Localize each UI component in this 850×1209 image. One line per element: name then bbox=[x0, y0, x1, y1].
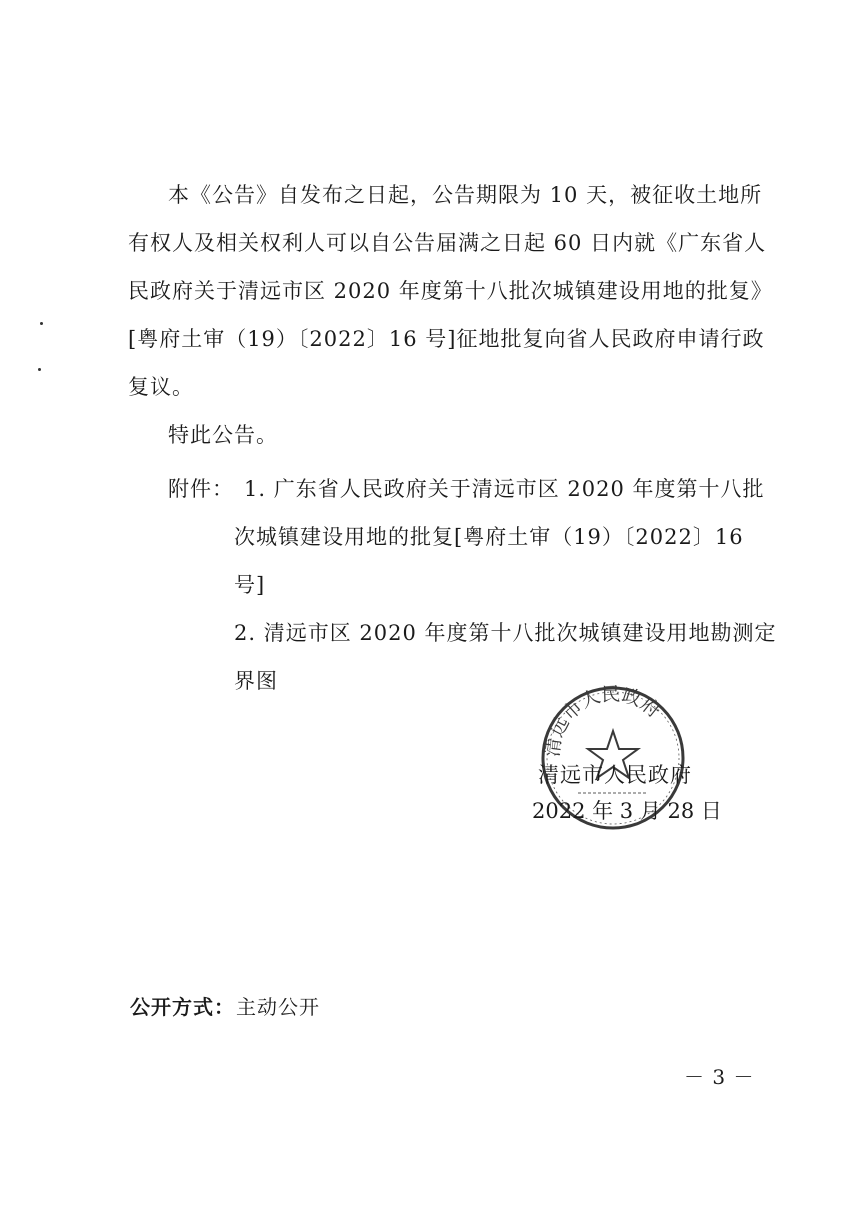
attachment-line-2: 次城镇建设用地的批复[粤府土审（19）〔2022〕16 bbox=[234, 525, 744, 549]
body-line-3: 民政府关于清远市区 2020 年度第十八批次城镇建设用地的批复》 bbox=[128, 279, 773, 303]
signature-date: 2022 年 3 月 28 日 bbox=[532, 799, 722, 823]
attachment-line-3: 号] bbox=[234, 573, 266, 597]
attachment-label: 附件： bbox=[168, 477, 234, 501]
disclosure-label: 公开方式： bbox=[130, 995, 235, 1019]
disclosure-value: 主动公开 bbox=[236, 995, 320, 1019]
body-line-4: [粤府土审（19）〔2022〕16 号]征地批复向省人民政府申请行政 bbox=[128, 327, 765, 351]
closing-text: 特此公告。 bbox=[168, 423, 278, 447]
body-line-1: 本《公告》自发布之日起，公告期限为 10 天，被征收土地所 bbox=[168, 183, 763, 207]
body-line-2: 有权人及相关权利人可以自公告届满之日起 60 日内就《广东省人 bbox=[128, 231, 767, 255]
scan-mark bbox=[40, 322, 43, 325]
attachment-line-4: 2. 清远市区 2020 年度第十八批次城镇建设用地勘测定 bbox=[234, 621, 777, 645]
page-number: － 3 － bbox=[684, 1065, 755, 1089]
attachment-line-5: 界图 bbox=[234, 669, 278, 693]
attachment-line-1: 1. 广东省人民政府关于清远市区 2020 年度第十八批 bbox=[244, 477, 765, 501]
body-line-5: 复议。 bbox=[128, 375, 194, 399]
seal-text: 清远市人民政府 bbox=[541, 683, 665, 759]
scan-mark bbox=[38, 368, 41, 371]
svg-text:清远市人民政府 bbox=[541, 683, 664, 758]
signature-org: 清远市人民政府 bbox=[538, 763, 692, 787]
